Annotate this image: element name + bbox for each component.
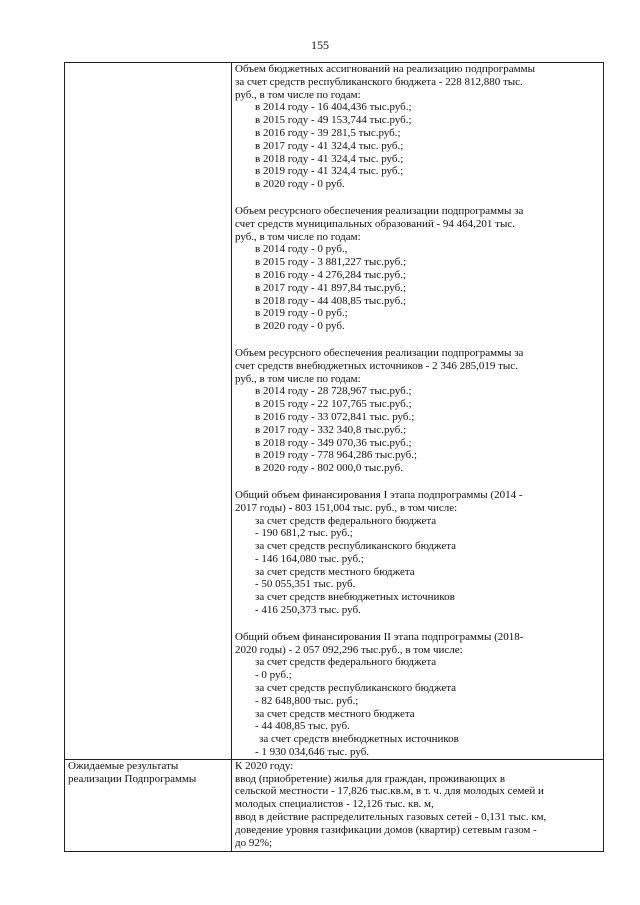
funding-line: - 146 164,080 тыс. руб.; [255, 552, 364, 565]
funding-line: за счет средств федерального бюджета [255, 656, 437, 669]
funding-line: 2017 годы) - 803 151,004 тыс. руб., в том числе: [235, 501, 458, 514]
results-text-line: доведение уровня газификации домов (квартир) сетевым газом - [235, 823, 537, 836]
funding-line: руб., в том числе по годам: [235, 372, 361, 385]
results-row-label-cell [65, 759, 232, 852]
results-text-line: до 92%; [235, 836, 273, 849]
funding-line: в 2016 году - 39 281,5 тыс.руб.; [255, 126, 401, 139]
funding-line: в 2019 году - 778 964,286 тыс.руб.; [255, 449, 418, 462]
funding-line: за счет средств республиканского бюджета - 228 812,880 тыс. [235, 75, 523, 88]
funding-line: руб., в том числе по годам: [235, 88, 361, 101]
funding-line: в 2017 году - 41 897,84 тыс.руб.; [255, 281, 407, 294]
page-number: 155 [311, 38, 329, 52]
funding-line: в 2019 году - 41 324,4 тыс. руб.; [255, 165, 404, 178]
funding-line: в 2020 году - 802 000,0 тыс.руб. [255, 462, 404, 475]
funding-line: - 416 250,373 тыс. руб. [255, 604, 361, 617]
funding-block [235, 63, 600, 191]
funding-line: в 2014 году - 28 728,967 тыс.руб.; [255, 385, 412, 398]
funding-line: в 2018 году - 41 324,4 тыс. руб.; [255, 152, 404, 165]
results-label-line: Ожидаемые результаты [68, 759, 179, 772]
funding-line: - 44 408,85 тыс. руб. [255, 720, 350, 733]
funding-line: в 2016 году - 4 276,284 тыс.руб.; [255, 268, 407, 281]
funding-block [235, 205, 600, 333]
funding-line: Объем бюджетных ассигнований на реализацию подпрограммы [235, 63, 535, 75]
funding-line: в 2020 году - 0 руб. [255, 320, 345, 333]
results-text-line: сельской местности - 17,826 тыс.кв.м, в т. ч. для молодых семей и [235, 785, 544, 798]
funding-line: руб., в том числе по годам: [235, 230, 361, 243]
funding-line: счет средств внебюджетных источников - 2 346 285,019 тыс. [235, 359, 518, 372]
funding-line: в 2015 году - 49 153,744 тыс.руб.; [255, 114, 412, 127]
results-text-line: молодых специалистов - 12,126 тыс. кв. м, [235, 798, 434, 811]
funding-line: в 2015 году - 3 881,227 тыс.руб.; [255, 256, 407, 269]
funding-line: за счет средств местного бюджета [255, 565, 415, 578]
funding-block [235, 631, 600, 759]
funding-line: за счет средств внебюджетных источников [259, 733, 459, 746]
funding-line: за счет средств федерального бюджета [255, 514, 437, 527]
funding-line: в 2018 году - 349 070,36 тыс.руб.; [255, 436, 412, 449]
funding-line: за счет средств республиканского бюджета [255, 540, 457, 553]
funding-line: в 2015 году - 22 107,765 тыс.руб.; [255, 398, 412, 411]
funding-line: - 190 681,2 тыс. руб.; [255, 527, 353, 540]
subprogram-table [64, 62, 604, 852]
funding-line: в 2018 году - 44 408,85 тыс.руб.; [255, 294, 407, 307]
results-row-content-cell [232, 759, 604, 852]
funding-line: - 1 930 034,646 тыс. руб. [255, 746, 370, 759]
funding-line: - 0 руб.; [255, 669, 292, 682]
funding-line: в 2020 году - 0 руб. [255, 178, 345, 191]
funding-line: в 2014 году - 16 404,436 тыс.руб.; [255, 101, 412, 114]
funding-line: Объем ресурсного обеспечения реализации подпрограммы за [235, 204, 524, 217]
funding-line: в 2014 году - 0 руб., [255, 243, 348, 256]
funding-line: Общий объем финансирования I этапа подпрограммы (2014 - [235, 488, 523, 501]
results-row [65, 759, 604, 852]
results-label-line: реализации Подпрограммы [68, 772, 197, 785]
funding-line: за счет средств внебюджетных источников [255, 591, 455, 604]
funding-block [235, 347, 600, 475]
funding-line: за счет средств республиканского бюджета [255, 682, 457, 695]
funding-line: в 2016 году - 33 072,841 тыс. руб.; [255, 410, 415, 423]
funding-line: счет средств муниципальных образований - 94 464,201 тыс. [235, 217, 515, 230]
results-text-line: ввод (приобретение) жилья для граждан, проживающих в [235, 772, 506, 785]
funding-row-content-cell [232, 63, 604, 760]
funding-block [235, 489, 600, 617]
funding-line: - 50 055,351 тыс. руб. [255, 578, 356, 591]
results-text-line: ввод в действие распределительных газовых сетей - 0,131 тыс. км, [235, 811, 547, 824]
funding-row [65, 63, 604, 760]
funding-line: за счет средств местного бюджета [255, 707, 415, 720]
funding-line: 2020 годы) - 2 057 092,296 тыс.руб., в том числе: [235, 643, 463, 656]
funding-line: в 2019 году - 0 руб.; [255, 307, 348, 320]
funding-line: - 82 648,800 тыс. руб.; [255, 694, 359, 707]
funding-line: Общий объем финансирования II этапа подпрограммы (2018- [235, 630, 524, 643]
results-text-line: К 2020 году: [235, 759, 294, 772]
funding-line: в 2017 году - 332 340,8 тыс.руб.; [255, 423, 407, 436]
funding-row-label-cell [65, 63, 232, 760]
funding-line: в 2017 году - 41 324,4 тыс. руб.; [255, 139, 404, 152]
funding-line: Объем ресурсного обеспечения реализации подпрограммы за [235, 346, 524, 359]
